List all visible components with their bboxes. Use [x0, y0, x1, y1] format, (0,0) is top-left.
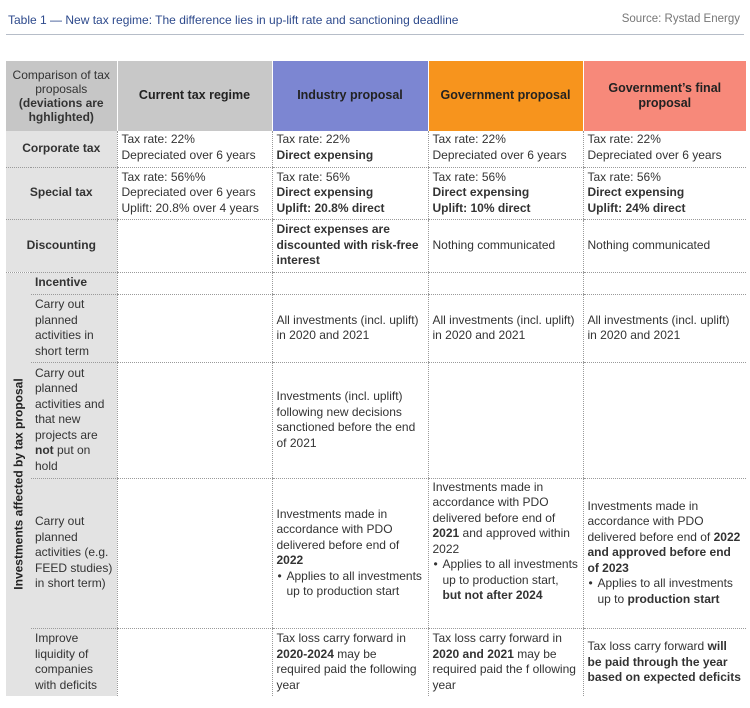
row-label-new-projects: Carry out planned activities and that new projects are not put on hold	[31, 362, 117, 478]
row-label-discounting: Discounting	[6, 219, 117, 272]
cell-liquidity-industry: Tax loss carry forward in 2020-2024 may be required paid the following year	[272, 628, 428, 696]
cell-discounting-current	[117, 219, 272, 272]
table-title: Table 1 — New tax regime: The difference lies in up-lift rate and sanctioning deadline	[8, 13, 459, 27]
row-label-special-tax: Special tax	[6, 167, 117, 219]
row-label-corporate-tax: Corporate tax	[6, 131, 117, 167]
header-current-regime: Current tax regime	[117, 61, 272, 131]
row-label-short-term: Carry out planned activities in short term	[31, 294, 117, 362]
row-label-feed: Carry out planned activities (e.g. FEED studies) in short term)	[31, 478, 117, 628]
cell-feed-government: Investments made in accordance with PDO delivered before end of 2021 and approved within 2022 • Applies to all investments up to production start, but not after 2024	[428, 478, 583, 628]
row-incentive-header	[6, 272, 746, 294]
source-note: Source: Rystad Energy	[621, 13, 740, 25]
row-label-liquidity: Improve liquidity of companies with deficits	[31, 628, 117, 696]
cell-short-term-industry: All investments (incl. uplift) in 2020 and 2021	[272, 294, 428, 362]
row-liquidity	[6, 628, 746, 696]
cell-discounting-government: Nothing communicated	[428, 219, 583, 272]
side-label-investments: Investments affected by tax proposal	[10, 378, 25, 590]
cell-feed-industry: Investments made in accordance with PDO delivered before end of 2022 • Applies to all investments up to production start	[272, 478, 428, 628]
row-corporate-tax	[6, 131, 746, 167]
table-caption	[6, 8, 744, 35]
cell-discounting-industry: Direct expenses are discounted with risk-free interest	[272, 219, 428, 272]
cell-short-term-government: All investments (incl. uplift) in 2020 and 2021	[428, 294, 583, 362]
side-label-cell	[6, 272, 31, 696]
cell-liquidity-government: Tax loss carry forward in 2020 and 2021 may be required paid the f ollowing year	[428, 628, 583, 696]
row-discounting	[6, 219, 746, 272]
incentive-label: Incentive	[31, 272, 117, 294]
cell-corporate-government: Tax rate: 22% Depreciated over 6 years	[428, 131, 583, 167]
header-final-proposal: Government’s final proposal	[583, 61, 746, 131]
cell-feed-final: Investments made in accordance with PDO delivered before end of 2022 and approved before end of 2023 • Applies to all investments up to production start	[583, 478, 746, 628]
header-industry-proposal: Industry proposal	[272, 61, 428, 131]
cell-corporate-final: Tax rate: 22% Depreciated over 6 years	[583, 131, 746, 167]
cell-corporate-current: Tax rate: 22% Depreciated over 6 years	[117, 131, 272, 167]
row-special-tax	[6, 167, 746, 219]
cell-special-final: Tax rate: 56% Direct expensing Uplift: 24% direct	[583, 167, 746, 219]
header-comparison: Comparison of tax proposals (deviations are hghlighted)	[6, 61, 117, 131]
cell-discounting-final: Nothing communicated	[583, 219, 746, 272]
cell-special-industry: Tax rate: 56% Direct expensing Uplift: 20.8% direct	[272, 167, 428, 219]
row-new-projects	[6, 362, 746, 478]
cell-short-term-final: All investments (incl. uplift) in 2020 and 2021	[583, 294, 746, 362]
tax-comparison-table	[6, 61, 746, 696]
row-feed	[6, 478, 746, 628]
cell-special-current: Tax rate: 56%% Depreciated over 6 years Uplift: 20.8% over 4 years	[117, 167, 272, 219]
header-government-proposal: Government proposal	[428, 61, 583, 131]
cell-new-projects-industry: Investments (incl. uplift) following new decisions sanctioned before the end of 2021	[272, 362, 428, 478]
row-short-term	[6, 294, 746, 362]
cell-special-government: Tax rate: 56% Direct expensing Uplift: 10% direct	[428, 167, 583, 219]
header-row	[6, 61, 746, 131]
cell-liquidity-final: Tax loss carry forward will be paid through the year based on expected deficits	[583, 628, 746, 696]
cell-corporate-industry: Tax rate: 22% Direct expensing	[272, 131, 428, 167]
